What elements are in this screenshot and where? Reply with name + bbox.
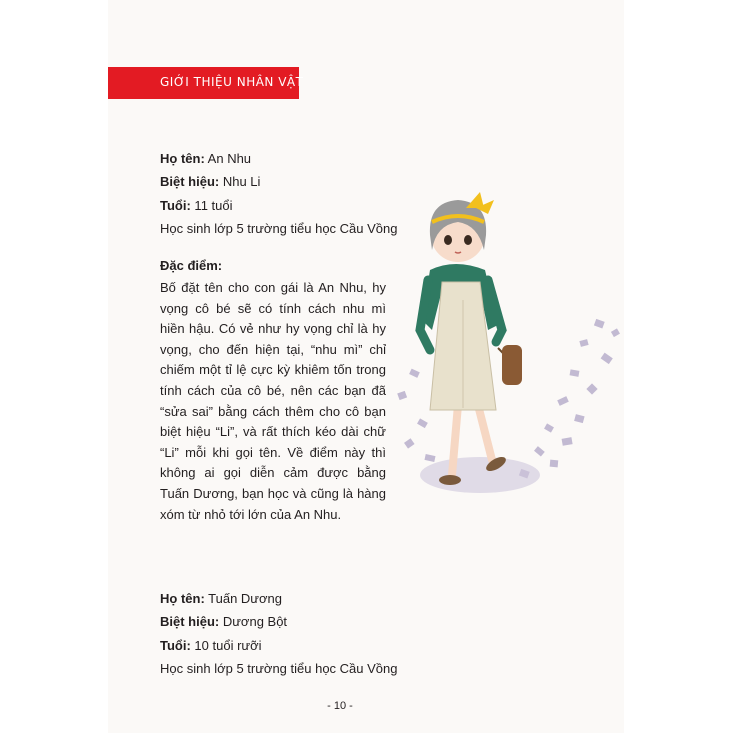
school-line: Học sinh lớp 5 trường tiểu học Cầu Vồng <box>160 661 398 677</box>
traits-paragraph: Bố đặt tên cho con gái là An Nhu, hy vọng cô bé sẽ có tính cách nhu mì hiền hậu. Có vẻ như hy vọng chỉ là hy vọng, cho đến hiện tại, “nhu mì” chỉ chiếm một tỉ lệ cực kỳ khiêm tốn trong tính cách của cô bé, nên các bạn đã “sửa sai” bằng cách thêm cho cô bạn biệt hiệu “Li”, và rất thích kéo dài chữ “Li” mỗi khi gọi tên. Về điểm này thì không ai gọi diễn cảm được bằng Tuấn Dương, bạn học và cũng là hàng xóm từ nhỏ tới lớn của An Nhu. <box>160 280 386 522</box>
section-banner <box>108 67 304 99</box>
age-value: 11 tuổi <box>190 197 233 213</box>
nickname-label: Biệt hiệu: <box>160 174 220 190</box>
age-line <box>160 634 398 657</box>
traits-heading: Đặc điểm: <box>160 258 223 273</box>
name-line <box>160 587 398 610</box>
nickname-line <box>160 170 398 193</box>
age-value: 10 tuổi rưỡi <box>190 637 262 653</box>
nickname-value: Dương Bột <box>219 614 288 630</box>
character-info-tuan-duong <box>160 587 398 681</box>
nickname-line <box>160 610 398 633</box>
girl-character-illustration-icon <box>370 170 630 510</box>
nickname-label: Biệt hiệu: <box>160 614 220 630</box>
character-info-an-nhu <box>160 147 398 241</box>
age-line <box>160 194 398 217</box>
school-line: Học sinh lớp 5 trường tiểu học Cầu Vồng <box>160 221 398 237</box>
page-number: - 10 - <box>327 700 353 712</box>
name-line <box>160 147 398 170</box>
age-label: Tuổi: <box>160 637 191 653</box>
section-title: GIỚI THIỆU NHÂN VẬT <box>160 75 304 89</box>
age-label: Tuổi: <box>160 197 191 213</box>
name-label: Họ tên: <box>160 591 205 606</box>
nickname-value: Nhu Li <box>219 174 261 190</box>
name-value: An Nhu <box>204 151 252 166</box>
name-value: Tuấn Dương <box>204 591 282 606</box>
name-label: Họ tên: <box>160 151 205 166</box>
